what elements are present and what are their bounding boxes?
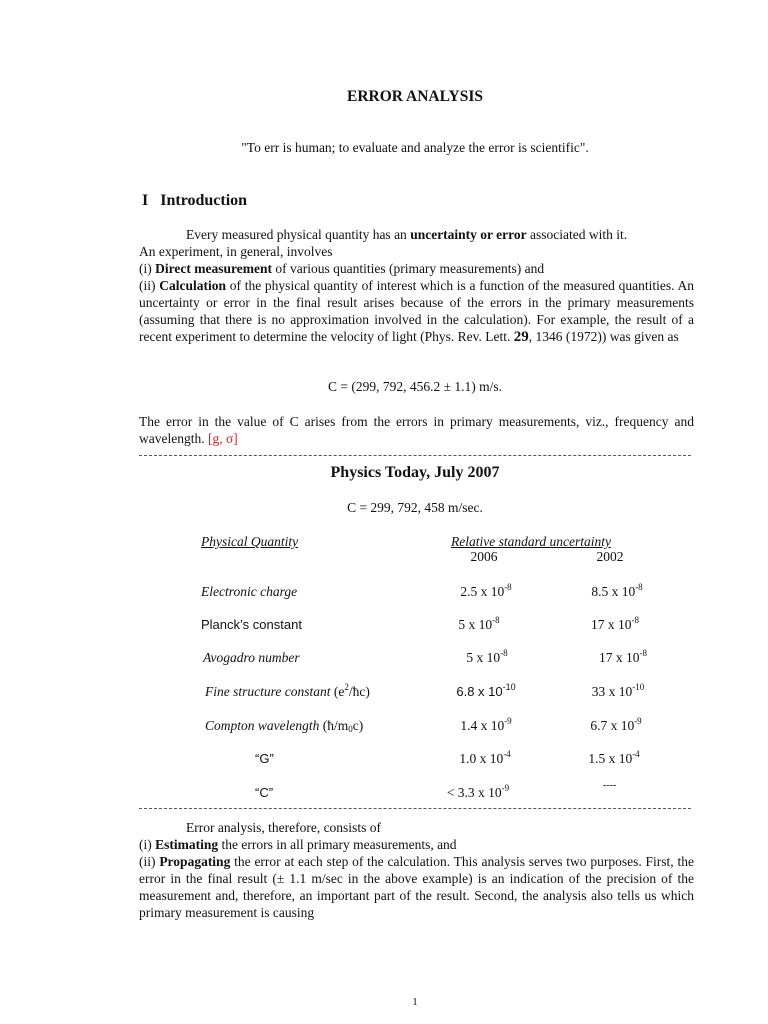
document-title: ERROR ANALYSIS: [347, 88, 483, 105]
value-2002: 33 x $10^{-10}$: [591, 682, 645, 699]
intro-paragraph: [139, 226, 694, 346]
divider-top: [139, 455, 691, 456]
intro-item-2: (ii) Calculation of the physical quantity of interest which is a function of the measured quantities. An uncertainty or error in the final result arises because of the errors in the primary measurements (assuming that there is no approximation involved in the calculation). For example, the result of a recent experiment to determine the velocity of light (Phys. Rev. Lett. 29, 1346 (1972)) was given as: [139, 278, 694, 345]
analysis-item-2: (ii) Propagating the error at each step of the calculation. This analysis serves two purposes. First, the error in the final result (± 1.1 m/sec in the above example) is an indication of the precision of the measurement and, therefore, an important part of the result. Second, the analysis also tells us which primary measurement is causing: [139, 854, 694, 920]
speed-of-light-value: C = 299, 792, 458 m/sec.: [347, 500, 483, 515]
uncertainty-term: uncertainty or error: [410, 227, 527, 242]
value-2006: 1.4 x $10^{-9}$: [460, 716, 512, 733]
quantity-compton-wavelength: Compton wavelength $(ħ/m_0c)$: [205, 718, 364, 734]
value-2002: 1.5 x $10^{-4}$: [588, 749, 640, 766]
column-header-quantity: Physical Quantity: [201, 534, 299, 549]
value-2006: 5 x $10^{-8}$: [458, 615, 500, 632]
section-title: Introduction: [160, 192, 248, 209]
intro-line-1: Every measured physical quantity has an uncertainty or error associated with it.: [186, 227, 628, 242]
velocity-equation: C = (299, 792, 456.2 ± 1.1) m/s.: [327, 379, 503, 394]
annotation-red: [g, σ]: [207, 431, 238, 446]
value-2002: 17 x $10^{-8}$: [599, 648, 647, 665]
divider-bottom: [139, 808, 691, 809]
value-2002: 8.5 x $10^{-8}$: [591, 582, 643, 599]
propagating-term: Propagating: [159, 854, 231, 869]
value-2002-missing: ----: [603, 780, 617, 791]
quantity-fine-structure-constant: Fine structure constant $(e^2/ħc)$: [205, 682, 370, 699]
intro-line-2: An experiment, in general, involves: [139, 244, 333, 259]
page-number: 1: [412, 996, 418, 1008]
column-year-2002: 2002: [596, 549, 624, 564]
box-heading: Physics Today, July 2007: [330, 464, 500, 481]
quantity-electronic-charge: Electronic charge: [201, 584, 298, 599]
value-2006: 1.0 x $10^{-4}$: [459, 749, 511, 766]
intro-item-1: (i) Direct measurement of various quantities (primary measurements) and: [139, 261, 545, 276]
value-2002: 17 x $10^{-8}$: [591, 615, 639, 632]
section-number: I: [142, 192, 149, 209]
quantity-avogadro-number: Avogadro number: [203, 650, 300, 665]
analysis-paragraph: [139, 819, 694, 921]
quantity-g: “G”: [255, 751, 274, 766]
value-2006: < 3.3 x $10^{-9}$: [446, 783, 510, 800]
quantity-planck-constant: Planck’s constant: [201, 617, 302, 632]
section-heading: [142, 192, 247, 210]
epigraph-quote: "To err is human; to evaluate and analyze the error is scientific".: [241, 140, 589, 155]
analysis-item-1: (i) Estimating the errors in all primary measurements, and: [139, 837, 457, 852]
error-source-paragraph: The error in the value of C arises from the errors in primary measurements, viz., frequency and wavelength. [g, σ]: [139, 414, 694, 446]
value-2006: 5 x $10^{-8}$: [466, 648, 508, 665]
value-2002: 6.7 x $10^{-9}$: [590, 716, 642, 733]
column-year-2006: 2006: [470, 549, 498, 564]
estimating-term: Estimating: [155, 837, 219, 852]
value-2006: 6.8 x $10^{-10}$: [456, 682, 516, 699]
column-header-uncertainty: Relative standard uncertainty: [451, 534, 611, 549]
calculation-term: Calculation: [159, 278, 226, 293]
direct-measurement-term: Direct measurement: [155, 261, 272, 276]
analysis-intro: Error analysis, therefore, consists of: [186, 820, 381, 835]
journal-volume: 29: [513, 329, 529, 345]
value-2006: 2.5 x $10^{-8}$: [460, 582, 512, 599]
quantity-c: “C”: [255, 785, 274, 800]
